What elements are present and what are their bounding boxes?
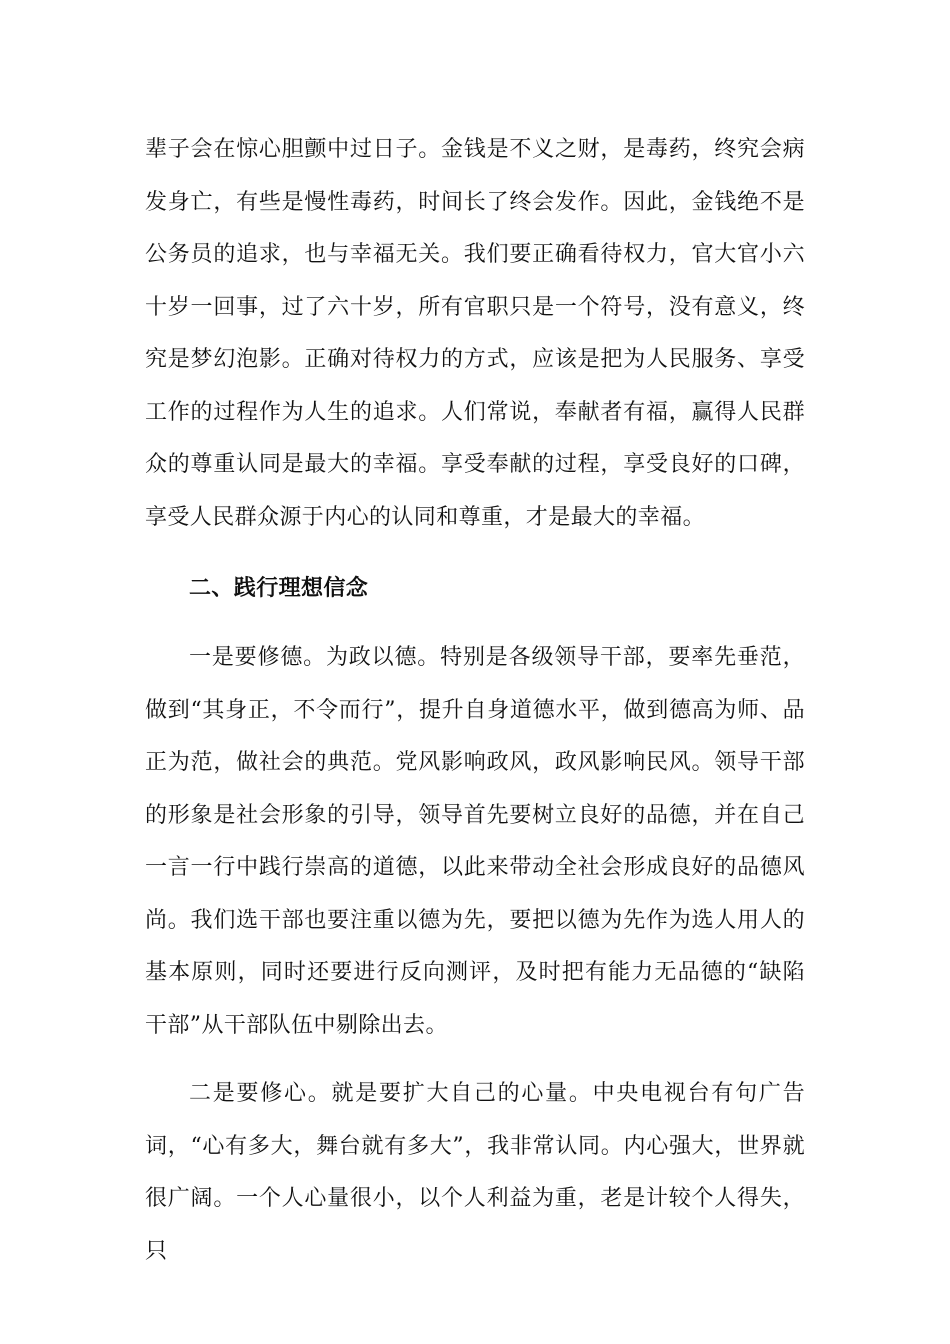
section-heading: 二、践行理想信念 [189, 575, 369, 601]
paragraph-continuation: 辈子会在惊心胆颤中过日子。金钱是不义之财，是毒药，终究会病发身亡，有些是慢性毒药，时间长了终会发作。因此，金钱绝不是公务员的追求，也与幸福无关。我们要正确看待权力，官大官小六十岁一回事，过了六十岁，所有官职只是一个符号，没有意义，终究是梦幻泡影。正确对待权力的方式，应该是把为人民服务、享受工作的过程作为人生的追求。人们常说，奉献者有福，赢得人民群众的尊重认同是最大的幸福。享受奉献的过程，享受良好的口碑，享受人民群众源于内心的认同和尊重，才是最大的幸福。 [145, 137, 805, 530]
paragraph-cultivate-virtue: 一是要修德。为政以德。特别是各级领导干部，要率先垂范，做到“其身正，不令而行”，提升自身道德水平，做到德高为师、品正为范，做社会的典范。党风影响政风，政风影响民风。领导干部的形象是社会形象的引导，领导首先要树立良好的品德，并在自己一言一行中践行崇高的道德，以此来带动全社会形成良好的品德风尚。我们选干部也要注重以德为先，要把以德为先作为选人用人的基本原则，同时还要进行反向测评，及时把有能力无品德的“缺陷干部”从干部队伍中剔除出去。 [145, 645, 805, 1038]
paragraph-spacer [145, 1052, 805, 1068]
document-body [145, 124, 805, 1278]
paragraph-cultivate-heart: 二是要修心。就是要扩大自己的心量。中央电视台有句广告词，“心有多大，舞台就有多大”，我非常认同。内心强大，世界就很广阔。一个人心量很小，以个人利益为重，老是计较个人得失，只 [145, 1081, 805, 1264]
